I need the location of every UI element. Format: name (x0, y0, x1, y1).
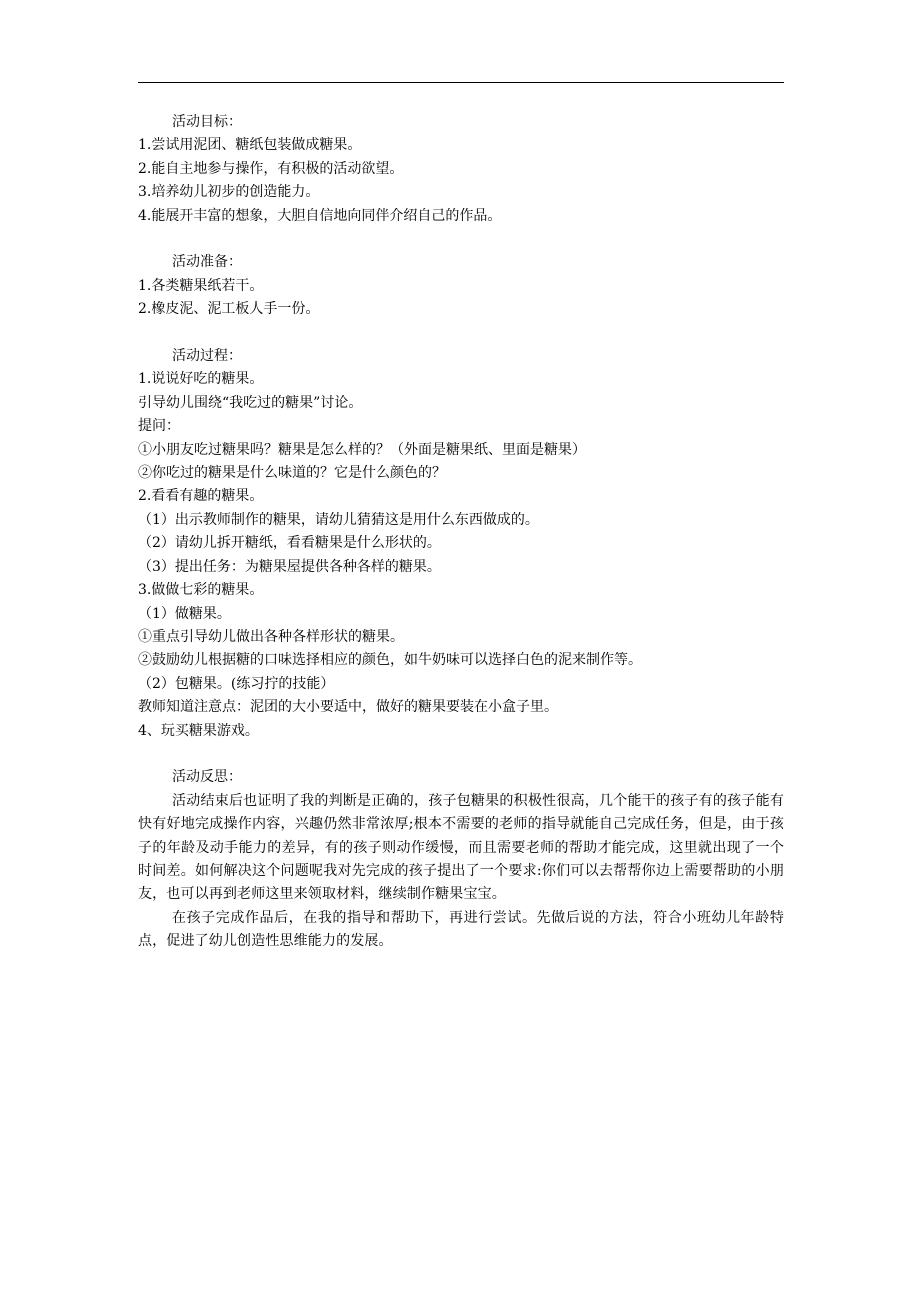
process-line: 2.看看有趣的糖果。 (138, 488, 264, 505)
process-line: （2）包糖果。(练习拧的技能） (138, 675, 335, 692)
process-section (138, 345, 784, 743)
process-line: 1.说说好吃的糖果。 (138, 371, 264, 388)
goal-item: 2.能自主地参与操作，有积极的活动欲望。 (138, 160, 404, 177)
process-line: 提问： (138, 418, 180, 435)
process-line: 引导幼儿围绕“我吃过的糖果”讨论。 (138, 394, 363, 411)
process-line: 3.做做七彩的糖果。 (138, 582, 264, 599)
reflection-paragraph: 在孩子完成作品后，在我的指导和帮助下，再进行尝试。先做后说的方法，符合小班幼儿年龄特点，促进了幼儿创造性思维能力的发展。 (138, 909, 784, 950)
preparation-heading: 活动准备： (172, 254, 242, 271)
process-line: （1）出示教师制作的糖果，请幼儿猜猜这是用什么东西做成的。 (138, 511, 539, 528)
process-line: 教师知道注意点：泥团的大小要适中，做好的糖果要装在小盒子里。 (138, 699, 558, 716)
process-line: ②鼓励幼儿根据糖的口味选择相应的颜色，如牛奶味可以选择白色的泥来制作等。 (138, 652, 642, 669)
spacer (138, 322, 784, 345)
preparation-item: 2.橡皮泥、泥工板人手一份。 (138, 301, 320, 318)
document-body (138, 111, 784, 954)
process-line: （2）请幼儿拆开糖纸，看看糖果是什么形状的。 (138, 535, 441, 552)
goal-item: 4.能展开丰富的想象，大胆自信地向同伴介绍自己的作品。 (138, 207, 502, 224)
process-line: ②你吃过的糖果是什么味道的？它是什么颜色的？ (138, 465, 446, 482)
spacer (138, 743, 784, 766)
goal-item: 1.尝试用泥团、糖纸包装做成糖果。 (138, 137, 362, 154)
goals-section (138, 111, 784, 228)
preparation-item: 1.各类糖果纸若干。 (138, 277, 264, 294)
process-line: （1）做糖果。 (138, 605, 231, 622)
reflection-heading: 活动反思： (172, 769, 242, 786)
process-line: 4、玩买糖果游戏。 (138, 722, 259, 739)
reflection-section (138, 766, 784, 953)
goal-item: 3.培养幼儿初步的创造能力。 (138, 184, 320, 201)
goals-heading: 活动目标： (172, 114, 242, 130)
reflection-paragraph: 活动结束后也证明了我的判断是正确的，孩子包糖果的积极性很高，几个能干的孩子有的孩子能有快有好地完成操作内容，兴趣仍然非常浓厚;根本不需要的老师的指导就能自己完成任务，但是，由于孩子的年龄及动手能力的差异，有的孩子则动作缓慢，而且需要老师的帮助才能完成，这里就出现了一个时间差。如何解决这个问题呢我对先完成的孩子提出了一个要求:你们可以去帮帮你边上需要帮助的小朋友，也可以再到老师这里来领取材料，继续制作糖果宝宝。 (138, 792, 784, 903)
process-line: （3）提出任务：为糖果屋提供各种各样的糖果。 (138, 558, 441, 575)
header-rule (138, 82, 784, 83)
process-heading: 活动过程： (172, 348, 242, 365)
process-line: ①重点引导幼儿做出各种各样形状的糖果。 (138, 628, 404, 645)
process-line: ①小朋友吃过糖果吗？糖果是怎么样的？（外面是糖果纸、里面是糖果） (138, 441, 586, 458)
spacer (138, 228, 784, 251)
preparation-section (138, 251, 784, 321)
